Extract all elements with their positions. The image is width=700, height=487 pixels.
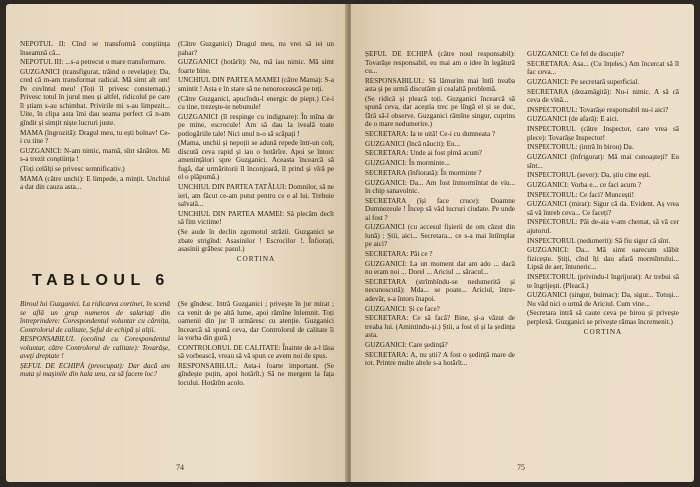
paragraph: NEPOTUL III: ...s-a petrecut o mare transformare. (20, 58, 166, 67)
paragraph: SECRETARA (dezamăgită): Nu-i nimic. A să că ceva de vină... (527, 87, 679, 105)
page-number-right: 75 (517, 463, 525, 472)
paragraph: ȘEFUL DE ECHIPĂ (preocupat): Dar dacă am muta și mașinile din hala unu, ca să facem loc? (20, 361, 170, 379)
left-page (6, 4, 347, 482)
paragraph: UNCHIUL DIN PARTEA MAMEI (către Mama): S-a smintit ! Asta e în stare să ne nenorocească pe toți. (178, 76, 334, 93)
paragraph: UNCHIUL DIN PARTEA TATĂLUI: Domnilor, să ne ieri, am făcut ce-am putut pentru ce e al lui. Trebuie salvată... (178, 183, 334, 209)
right-column-2 (527, 50, 679, 337)
paragraph: GUZGANICI (singur, buimac): Da, sigur... Totuși... Nu văd nici o urmă de Ariciul. Cum vine... (527, 291, 679, 308)
paragraph: (Mama, unchii și nepoții se adună repede într-un colț, discută ceva rapid și iau o hotărîre. Apoi se întorc amenințători spre Guzganici. Aceasta încearcă să fugă, dar urmăritorii îl înconjoară, îl prind și vîră pe el o plăpumă.) (178, 139, 334, 182)
paragraph: RESPONSABILUL (ocolind cu Corespondentul voluntar, către Controlorul de calitate): Tovarășe, aveți dreptate ! (20, 335, 170, 361)
paragraph: GUZGANICI (transfigurat, trăind o revelație): Da, cred că m-am transformat radical. Mă simt alt om! Pe cuvîntul meu! (Toți îl privesc consternați.) Privesc totul în jurul meu și altfel, ridicolul pe care îl știam s-au schimbat. Privirile mi s-au limpezit... Uite, în clipa asta îmi dau seama perfect că n-am gîndit și simțit niște lucruri juste. (20, 67, 170, 127)
paragraph: NEPOTUL II: Cînd se transformă conștiința înseamnă că... (20, 40, 170, 57)
paragraph: GUZGANICI: Care ședință? (365, 341, 448, 349)
paragraph: INSPECTORUL: Păi de-aia v-am chemat, să vă cer ajutorul. (527, 218, 679, 235)
paragraph: SECRETARA: Ce să facă? Bine, și-a văzut de treaba lui. (Amintindu-și.) Știi, a fost el și la ședința asta. (365, 314, 515, 340)
paragraph: GUZGANICI: Și ce face? (365, 304, 440, 313)
paragraph: SECRETARA: Păi ce ? (365, 250, 433, 259)
left-column-2 (178, 40, 334, 264)
paragraph: INSPECTORUL (către Inspector, care vrea să plece): Tovarășe Inspector! (527, 125, 679, 142)
paragraph: ȘEFUL DE ECHIPĂ (către noul responsabil): Tovarășe responsabil, eu mai am o idee în legătură cu... (365, 50, 515, 75)
paragraph: GUZGANICI: N-am nimic, mamă, sînt sănătos. Mi s-a trezit conștiința ! (20, 146, 170, 164)
left-column-1-bottom (20, 300, 170, 380)
paragraph: GUZGANICI (hotărît): Nu, mă iau nimic. Mă simt foarte bine. (178, 58, 334, 75)
paragraph: GUZGANICI (îl respinge cu indignare): În mîna de pe mine, escrocule! Am să dau la iveală toate potlogăriile tale! Nici unul n-o să scăpați ! (178, 112, 334, 138)
right-column-1 (365, 50, 515, 369)
paragraph: INSPECTORUL (privindu-l îngrijorat): Ar trebui să te îngrijești. (Pleacă.) (527, 273, 679, 290)
paragraph: SECRETARA: Asa... (Cu înțeles.) Am încercat să îl fac ceva... (527, 59, 679, 77)
paragraph: GUZGANICI (de afară): E aici. (527, 115, 619, 124)
paragraph: SECRETARA (înfiorată): În morminte ? (365, 168, 482, 177)
paragraph: SECRETARA: A, nu știi? A fost o ședință mare de tot. Printre multe altele s-a hotărît... (365, 350, 515, 368)
paragraph: RESPONSABILUL: Să lămurim mai întîi treaba asta și pe urmă discutăm și cealaltă problemă. (365, 76, 515, 94)
paragraph: GUZGANICI: Vorba e... ce faci acum ? (527, 180, 642, 189)
paragraph: GUZGANICI (încă năucit): Eu... (365, 139, 461, 148)
paragraph: CORTINA (583, 327, 623, 336)
paragraph: (Către Guzganici, apucîndu-l energic de piept.) Ce-i cu tine, trezește-te nebunule! (178, 94, 334, 112)
paragraph: GUZGANICI: Da... Mă simt oarecum slăbit fizicește. Știți, cînd îți dau afară mormîntului... Lipsă de aer, întuneric... (527, 246, 679, 272)
paragraph: CORTINA (236, 254, 276, 263)
paragraph: SECRETARA (își face cruce): Doamne Dumnezeule ! Încep să văd lucruri ciudate. Pe unde ai fost ? (365, 196, 515, 222)
paragraph: GUZGANICI: Ce fel de discuție? (527, 50, 625, 58)
paragraph: GUZGANICI: Da... Am fost înmormîntat de viu... în chip sanavolnic. (365, 178, 515, 195)
paragraph: GUZGANICI (mirat): Sigur că da. Evident. Aș vrea să vă întreb ceva... Ce faceți? (527, 200, 679, 217)
paragraph: UNCHIUL DIN PARTEA MAMEI: Să plecăm decît să fim victime! (178, 209, 334, 227)
paragraph: (Secretara intră să caute ceva pe birou și privește perplexă. Guzganici se privește rămas încremenit.) (527, 309, 679, 326)
paragraph: GUZGANICI (înfrigurat): Mă mai cunoașteți? Eu sînt... (527, 153, 679, 170)
paragraph: CONTROLORUL DE CALITATE: Înainte de a-l lăsa să vorbească, vreau să vă spun ce avem noi de spus. (178, 343, 334, 361)
tablou-heading: TABLOUL 6 (32, 272, 170, 289)
paragraph: (Toți celălți se privesc semnificativ.) (20, 164, 125, 173)
paragraph: INSPECTORUL: (intră în birou) Da. (527, 143, 634, 152)
page-number-left: 74 (176, 463, 184, 472)
paragraph: MAMA (către unchi): E limpede, a mințit. Unchiul a dat din cauza asta... (20, 174, 170, 192)
paragraph: (Către Guzganici) Dragul meu, nu vrei să iei un pahar? (178, 40, 334, 57)
paragraph: SECRETARA (strîmbîndu-se nedumerită și necunoscută): Mda... se poate... Ariciul, între-adevăr, s-a întors înapoi. (365, 277, 515, 303)
left-column-2-bottom (178, 300, 334, 389)
paragraph: MAMA (îngrozită): Dragul meu, tu ești bolnav! Ce-i cu tine ? (20, 128, 170, 146)
paragraph: (Se aude în declin zgomotul străzii. Guzganici se zbate strigînd: Asasinilor ! Escrocilor !. Înfiorați, asasinii grăbesc pasul.) (178, 228, 334, 253)
paragraph: SECRETARA: Unde ai fost plmă acum? (365, 149, 482, 158)
paragraph: GUZGANICI: Pe secretară superficial. (527, 77, 640, 86)
paragraph: GUZGANICI: În morminte... (365, 159, 450, 168)
paragraph: INSPECTORUL: Tovarășe responsabil nu-i aici? (527, 105, 669, 114)
paragraph: Biroul lui Guzganici. La ridicarea cortinei, în scenă se află un grup numeros de salariați din întreprindere: Corespondentul voluntar cu cărnița, Controlorul de calitate, Șeful de echipă și alții. (20, 300, 170, 334)
paragraph: INSPECTORUL (nedumerit): Să fiu sigur că sînt. (527, 236, 671, 245)
paragraph: GUZGANICI (cu accesul fișierii de om căzut din lună) : Știi, aici... Secretara... ce s-a mai întîmplat pe aici? (365, 223, 515, 249)
paragraph: (Se gîndesc. Intră Guzganici ; privește în jur mirat ; ca venit de pe altă lume, apoi rămîne înlemnit. Toți oamenii din jur îl urmăresc cu atenție. Guzganici încearcă să spună ceva, dar Controlorul de calitate îi ia vorba din gură.) (178, 300, 334, 342)
paragraph: INSPECTORUL: Ce faci? Muncești! (527, 190, 635, 199)
paragraph: INSPECTORUL (sever): Da, știu cine ești. (527, 171, 651, 180)
paragraph: GUZGANICI: La un moment dat am ado ... dacă nu eram noi ... Dorel ... Ariciul ... săracul... (365, 259, 515, 277)
paragraph: SECRETARA: Ia te uită! Ce-i cu dumneata ? (365, 130, 496, 139)
paragraph: RESPONSABILUL: Asta-i foarte important. (Se gîndește puțin, apoi hotărît.) Să ne mergem la fața locului. Hotărîm acolo. (178, 361, 334, 387)
paragraph: (Se ridică și pleacă toți. Guzganici încearcă să spună ceva, dar aceștia trec pe lîngă el și se duc, fără să-l observe. Guzganici rămîne singur, cuprins de o mare nedumerire.) (365, 94, 515, 129)
right-page (351, 4, 694, 482)
left-column-1-top (20, 40, 170, 193)
